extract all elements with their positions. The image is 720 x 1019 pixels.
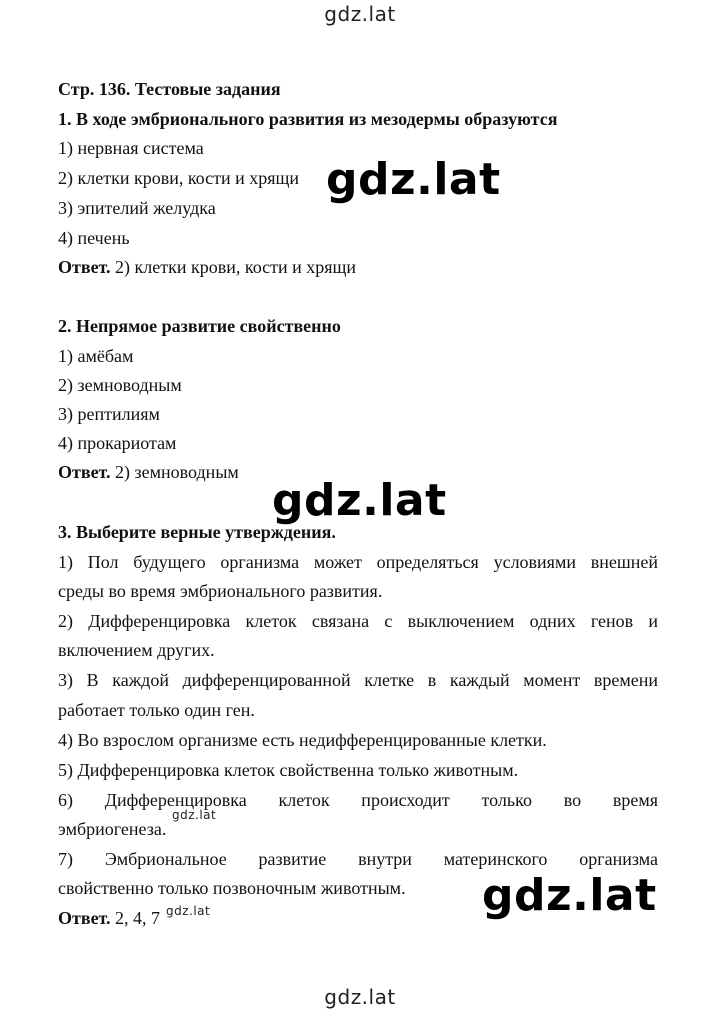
q3-line-7: 4) Во взрослом организме есть недифференцированные клетки. (58, 730, 547, 750)
watermark-small-2: gdz.lat (166, 904, 211, 918)
watermark-large-1: gdz.lat (326, 154, 501, 205)
q2-option-4: 4) прокариотам (58, 433, 177, 453)
q3-question: 3. Выберите верные утверждения. (58, 522, 336, 542)
q3-line-2: среды во время эмбрионального развития. (58, 581, 383, 601)
q3-line-12: свойственно только позвоночным животным. (58, 878, 406, 898)
watermark-footer: gdz.lat (324, 985, 396, 1009)
q1-option-2: 2) клетки крови, кости и хрящи (58, 168, 300, 188)
watermark-small-1: gdz.lat (172, 808, 217, 822)
q2-answer-text: 2) земноводным (115, 462, 239, 482)
watermark-large-3: gdz.lat (482, 870, 657, 921)
q3-line-6: работает только один ген. (58, 700, 255, 720)
q2-question: 2. Непрямое развитие свойственно (58, 316, 341, 336)
q2-option-3: 3) рептилиям (58, 404, 160, 424)
q3-answer-label: Ответ. (58, 908, 111, 928)
q3-line-11: 7) Эмбриональное развитие внутри материнского организма (58, 849, 658, 869)
q1-answer (58, 256, 658, 278)
q1-option-1: 1) нервная система (58, 138, 204, 158)
q1-answer-text: 2) клетки крови, кости и хрящи (115, 257, 357, 277)
q1-question: 1. В ходе эмбрионального развития из мезодермы образуются (58, 109, 558, 129)
q3-line-8: 5) Дифференцировка клеток свойственна только животным. (58, 760, 519, 780)
q1-option-4: 4) печень (58, 228, 130, 248)
q1-answer-label: Ответ. (58, 257, 111, 277)
watermark-large-2: gdz.lat (272, 475, 447, 526)
watermark-header: gdz.lat (324, 2, 396, 26)
q3-line-9: 6) Дифференцировка клеток происходит только во время (58, 790, 658, 810)
q3-line-1: 1) Пол будущего организма может определяться условиями внешней (58, 552, 658, 572)
q3-line-3: 2) Дифференцировка клеток связана с выключением одних генов и (58, 611, 658, 631)
q1-option-3: 3) эпителий желудка (58, 198, 216, 218)
q3-line-4: включением других. (58, 640, 215, 660)
q2-option-2: 2) земноводным (58, 375, 182, 395)
q3-line-5: 3) В каждой дифференцированной клетке в каждый момент времени (58, 670, 658, 690)
q2-option-1: 1) амёбам (58, 346, 134, 366)
q3-answer-text: 2, 4, 7 (115, 908, 161, 928)
q2-answer-label: Ответ. (58, 462, 111, 482)
q3-line-10: эмбриогенеза. (58, 819, 167, 839)
page-heading: Стр. 136. Тестовые задания (58, 79, 281, 99)
